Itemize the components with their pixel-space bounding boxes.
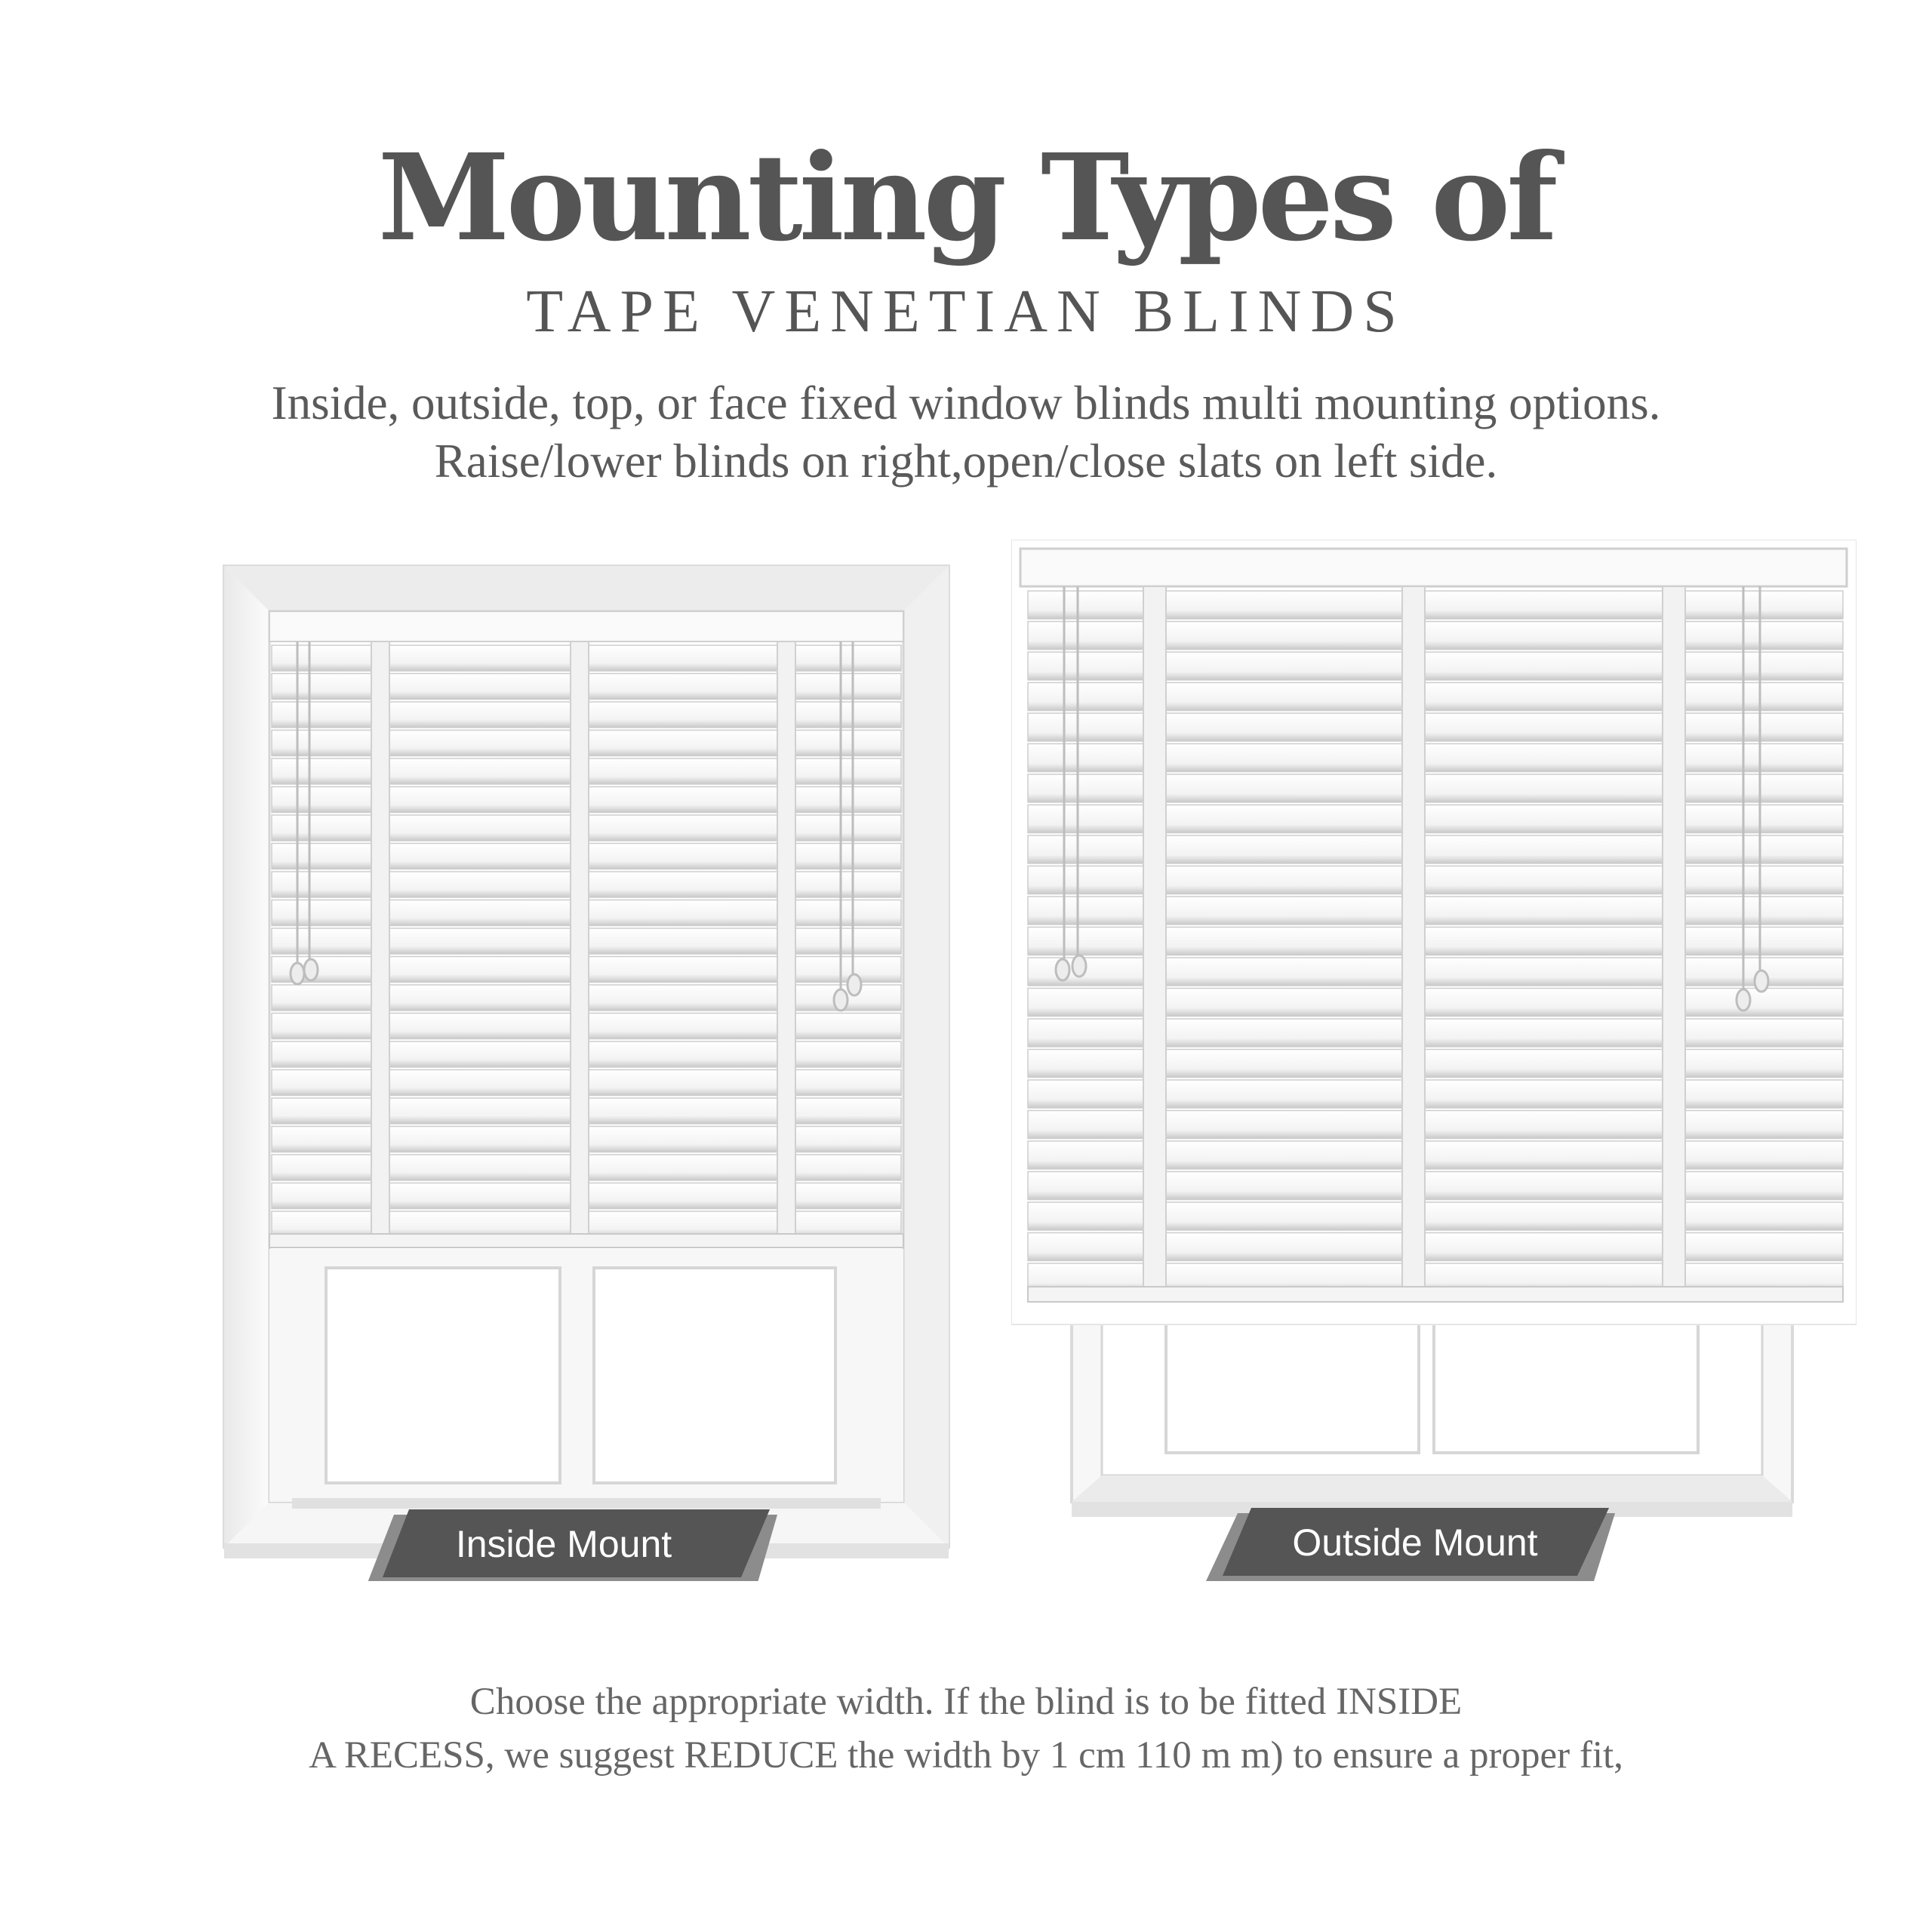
outside-mount-label bbox=[1206, 1508, 1615, 1581]
footnote-line-1: Choose the appropriate width. If the blind is to be fitted INSIDE bbox=[469, 1681, 1463, 1723]
outside-mount-text: Outside Mount bbox=[1292, 1521, 1538, 1564]
inside-mount-illustration bbox=[220, 562, 952, 1581]
description-line-2: Raise/lower blinds on right,open/close slats on left side. bbox=[434, 435, 1498, 488]
page-subtitle: TAPE VENETIAN BLINDS bbox=[526, 278, 1406, 345]
window-panes bbox=[269, 1249, 903, 1509]
inside-mount-text: Inside Mount bbox=[455, 1523, 672, 1565]
footnote-line-2: A RECESS, we suggest REDUCE the width by 1 cm 110 m m) to ensure a proper fit, bbox=[309, 1734, 1623, 1777]
outside-mount-illustration bbox=[1011, 540, 1857, 1589]
inside-mount-label bbox=[368, 1509, 777, 1581]
description-line-1: Inside, outside, top, or face fixed window blinds multi mounting options. bbox=[271, 377, 1661, 429]
bottom-rail bbox=[269, 1234, 903, 1247]
page-title: Mounting Types of bbox=[377, 128, 1555, 268]
bottom-rail bbox=[1028, 1287, 1843, 1302]
